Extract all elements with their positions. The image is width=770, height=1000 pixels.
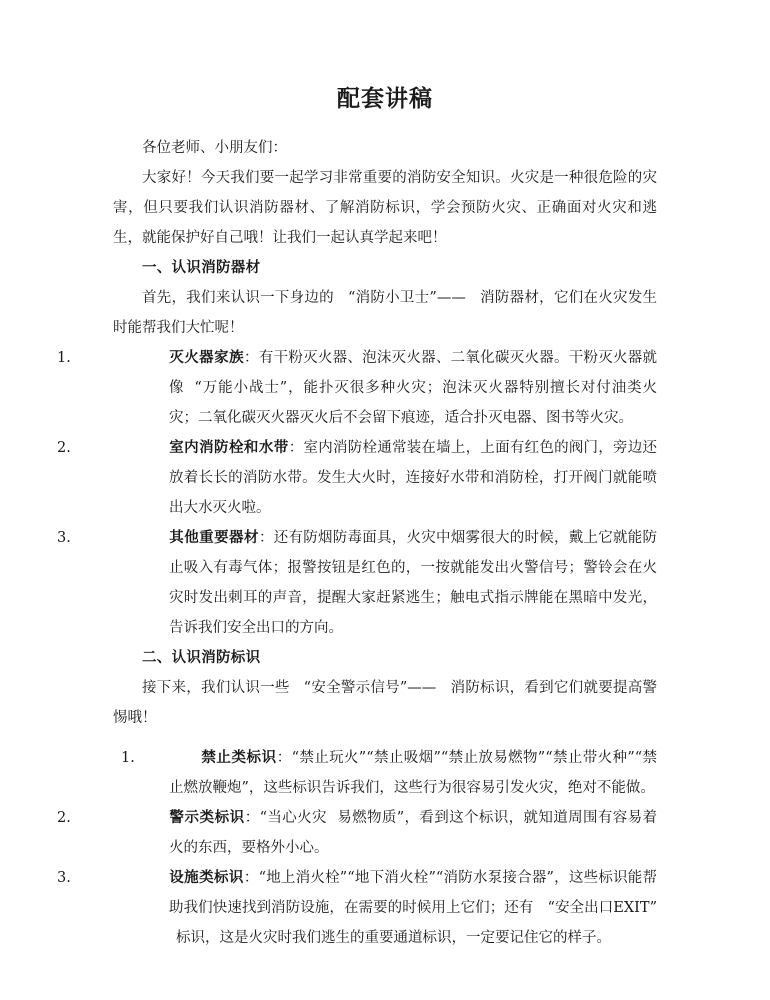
- list-number: 2.: [57, 809, 71, 826]
- list-number: 2.: [57, 439, 71, 456]
- list-text-two: 标识，这是火灾时我们逃生的重要通道标识，一定要记住它的样子。: [176, 929, 611, 946]
- list-number: 3.: [57, 869, 71, 886]
- list-term: 禁止类标识: [201, 748, 277, 766]
- list-spacer: [113, 733, 657, 743]
- list-text: 还有防烟防毒面具，火灾中烟雾很大的时候，戴上它就能防止吸入有毒气体；报警按钮是红色的，一按就能发出火警信号；警铃会在火灾时发出刺耳的声音，提醒大家赶紧逃生；触电式指示牌能在黑暗中发光，告诉我们安全出口的方向。: [169, 529, 658, 636]
- list-text-gap: 易燃物质”，: [336, 809, 420, 826]
- list-term: 室内消防栓和水带: [169, 438, 289, 456]
- list-text-two: 能扑灭很多种火灾；泡沫灭火器特别擅长对付油类火灾；二氧化碳灭火器灭火后不会留下痕迹，适合扑灭电器、图书等火灾。: [169, 379, 658, 426]
- list-term: 设施类标识: [169, 868, 244, 886]
- list-colon: ：: [243, 869, 259, 886]
- list-text: “禁止玩火”“禁止吸烟”“禁止放易燃物”“禁止带火种”“禁止燃放鞭炮”，这些标识告诉我们，这些行为很容易引发火灾，绝对不能做。: [169, 749, 658, 796]
- list-item: [57, 343, 658, 433]
- list-term: 警示类标识: [169, 808, 245, 826]
- list-colon: ：: [288, 439, 304, 456]
- list-colon: ：: [258, 529, 274, 546]
- list-text-two: 看到这个标识，就知道周围有容易着火的东西，要格外小心。: [169, 809, 658, 856]
- section-one-lead-before: 首先，我们来认识一下身边的: [142, 289, 334, 306]
- list-item: [57, 433, 658, 523]
- list-item: [57, 803, 658, 863]
- list-text: “当心火灾: [259, 809, 327, 826]
- section-heading-two: 二、认识消防标识: [142, 648, 261, 666]
- list-term: 其他重要器材: [169, 528, 259, 546]
- list-quoted: “万能小战士”，: [194, 379, 304, 396]
- list-colon: ：: [276, 749, 292, 766]
- list-text: 有干粉灭火器、泡沫灭火器、二氧化碳灭火器。干粉灭火器就像: [169, 349, 658, 396]
- section-two-lead: [113, 673, 657, 733]
- list-number: 1.: [121, 749, 135, 766]
- list-item: [113, 743, 657, 803]
- intro-paragraph: 大家好！今天我们要一起学习非常重要的消防安全知识。火灾是一种很危险的灾害，但只要我们认识消防器材、了解消防标识，学会预防火灾、正确面对火灾和逃生，就能保护好自己哦！让我们一起认真学起来吧！: [113, 169, 657, 246]
- list-text: “地上消火栓”“地下消火栓”“消防水泵接合器”，这些标识能帮助我们快速找到消防设施，在需要的时候用上它们；还有: [169, 869, 658, 916]
- list-quoted: “安全出口EXIT”: [547, 899, 657, 916]
- list-colon: ：: [244, 809, 260, 826]
- section-one-lead: [113, 283, 657, 343]
- document-body: [57, 0, 658, 953]
- list-text: 室内消防栓通常装在墙上，上面有红色的阀门，旁边还放着长长的消防水带。发生大火时，连接好水带和消防栓，打开阀门就能喷出大水灭火啦。: [169, 439, 658, 516]
- page-title: 配套讲稿: [337, 85, 433, 112]
- list-term: 灭火器家族: [169, 348, 245, 366]
- list-item: [57, 523, 658, 643]
- list-number: 1.: [57, 349, 71, 366]
- section-one-lead-quoted: “消防小卫士”——: [347, 289, 466, 306]
- section-two-lead-after: 消防标识，看到它们就要提高警惕哦！: [113, 679, 658, 726]
- section-two-lead-before: 接下来，我们认识一些: [142, 679, 290, 696]
- list-colon: ：: [244, 349, 259, 366]
- section-heading-one: 一、认识消防器材: [142, 258, 261, 276]
- section-two-lead-quoted: “安全警示信号”——: [303, 679, 437, 696]
- salutation-paragraph: 各位老师、小朋友们：: [142, 139, 287, 156]
- list-item: [57, 863, 658, 953]
- section-one-lead-after: 消防器材，它们在火灾发生时能帮我们大忙呢！: [113, 289, 658, 336]
- list-number: 3.: [57, 529, 71, 546]
